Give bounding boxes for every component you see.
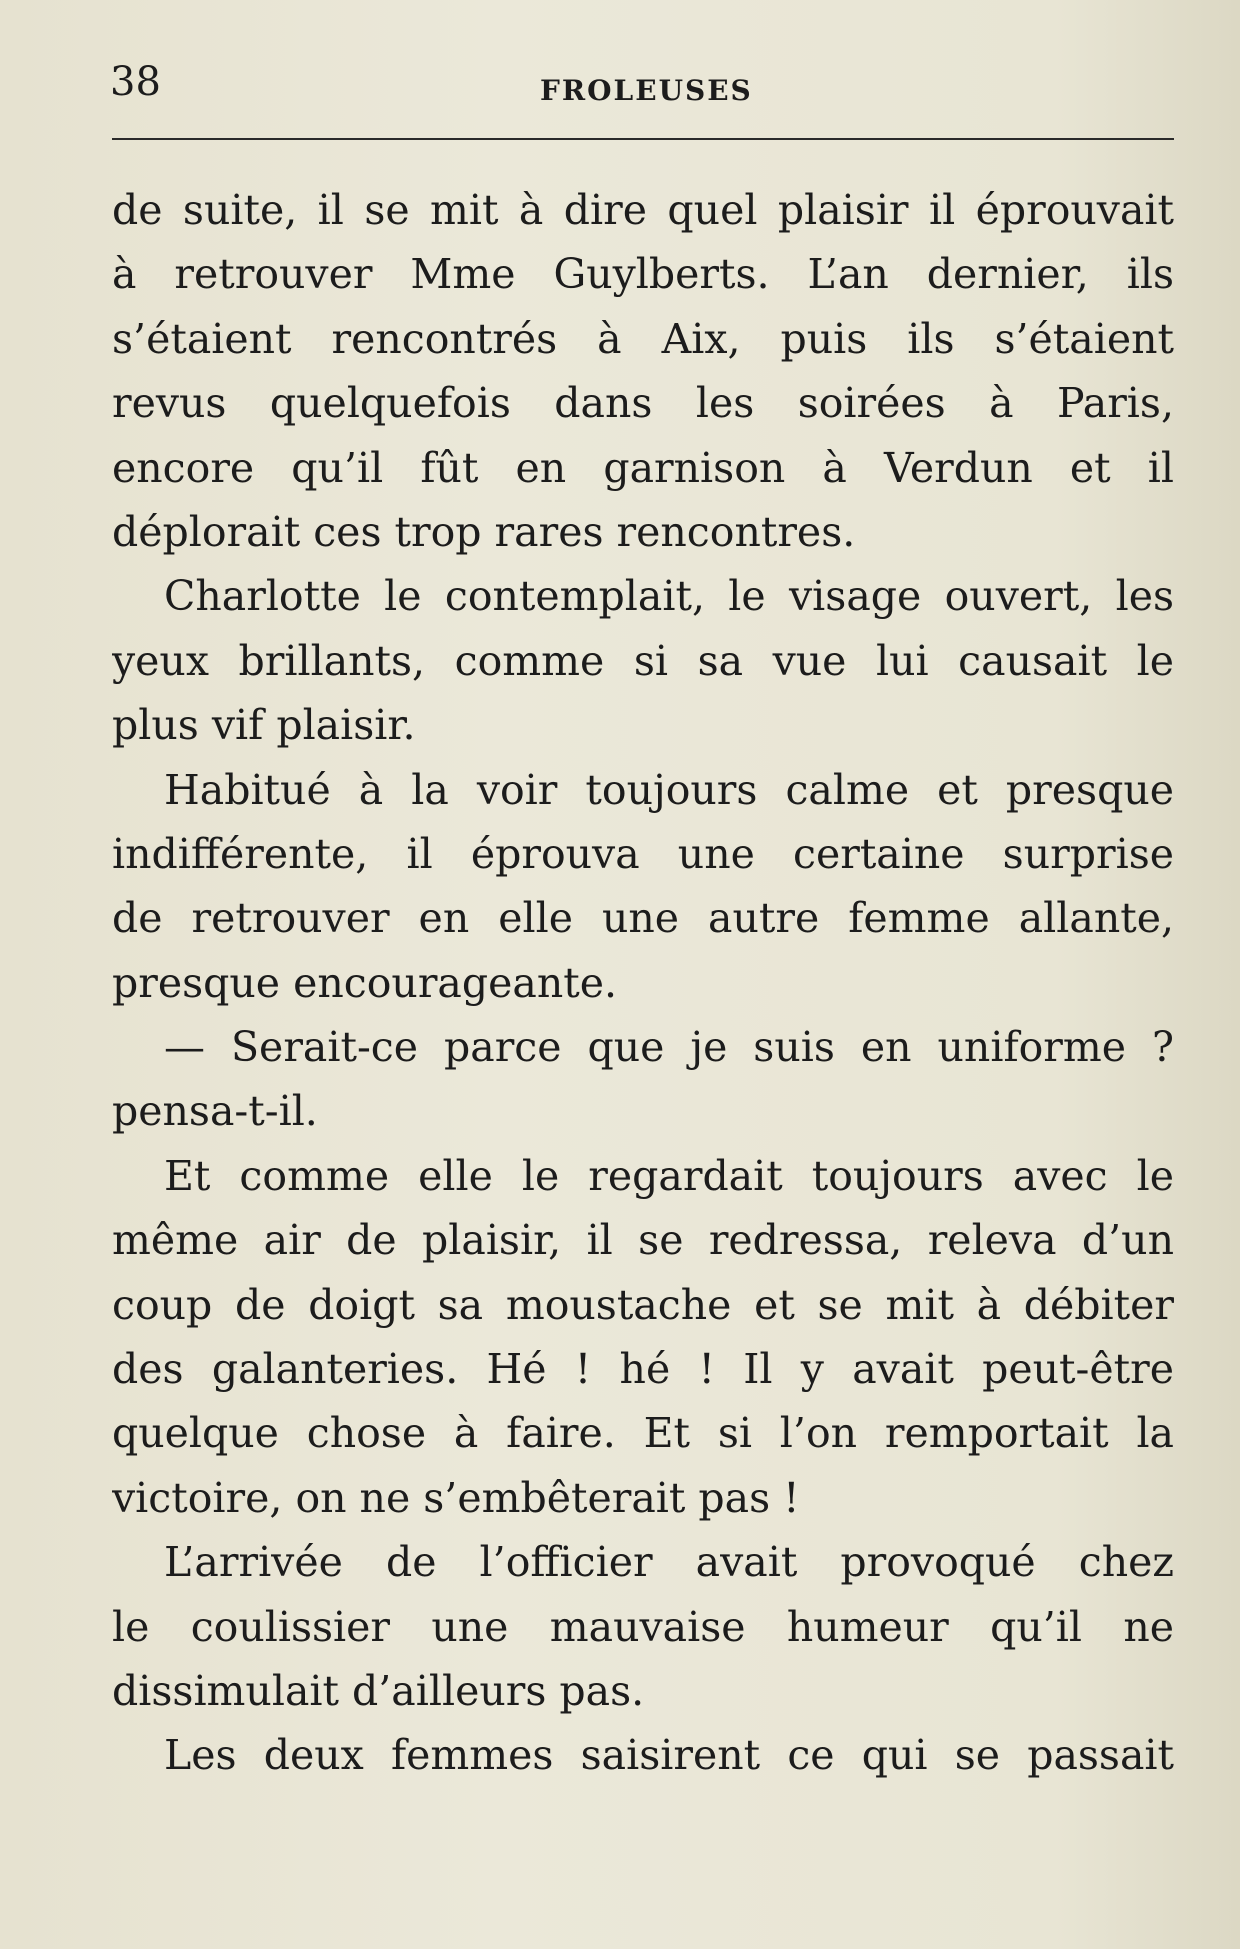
text-line: dissimulait d’ailleurs pas. xyxy=(112,1666,645,1715)
text-line: pensa-t-il. xyxy=(112,1087,318,1136)
text-line: quelque chose à faire. Et si l’on remportait la xyxy=(112,1409,1174,1458)
text-line: presque encourageante. xyxy=(112,958,617,1007)
text-line: à retrouver Mme Guylberts. L’an dernier, ils xyxy=(112,250,1174,299)
running-title: FROLEUSES xyxy=(540,74,753,107)
text-line: yeux brillants, comme si sa vue lui causait le xyxy=(112,636,1174,685)
text-line: revus quelquefois dans les soirées à Paris, xyxy=(112,379,1174,428)
text-line: — Serait-ce parce que je suis en uniforme ? xyxy=(164,1023,1174,1072)
text-line: encore qu’il fût en garnison à Verdun et il xyxy=(112,443,1174,492)
text-line: Charlotte le contemplait, le visage ouvert, les xyxy=(164,572,1174,621)
text-line: de suite, il se mit à dire quel plaisir il éprouvait xyxy=(112,186,1174,234)
body-text xyxy=(112,178,1174,1788)
text-line: déplorait ces trop rares rencontres. xyxy=(112,507,856,556)
header-rule xyxy=(112,138,1174,140)
text-line: Habitué à la voir toujours calme et presque xyxy=(164,765,1174,814)
text-line: plus vif plaisir. xyxy=(112,701,416,750)
text-line: coup de doigt sa moustache et se mit à débiter xyxy=(112,1280,1174,1329)
text-line: Les deux femmes saisirent ce qui se passait xyxy=(164,1731,1174,1780)
text-line: Et comme elle le regardait toujours avec le xyxy=(164,1151,1174,1200)
text-line: de retrouver en elle une autre femme allante, xyxy=(112,894,1174,943)
text-line: indifférente, il éprouva une certaine surprise xyxy=(112,829,1174,878)
text-line: victoire, on ne s’embêterait pas ! xyxy=(112,1473,800,1522)
text-line: le coulissier une mauvaise humeur qu’il ne xyxy=(112,1602,1174,1651)
text-line: des galanteries. Hé ! hé ! Il y avait peut-être xyxy=(112,1345,1174,1394)
page-number: 38 xyxy=(110,59,161,105)
text-line: L’arrivée de l’officier avait provoqué chez xyxy=(164,1538,1174,1587)
text-line: s’étaient rencontrés à Aix, puis ils s’étaient xyxy=(112,314,1174,363)
text-line: même air de plaisir, il se redressa, releva d’un xyxy=(112,1216,1174,1265)
